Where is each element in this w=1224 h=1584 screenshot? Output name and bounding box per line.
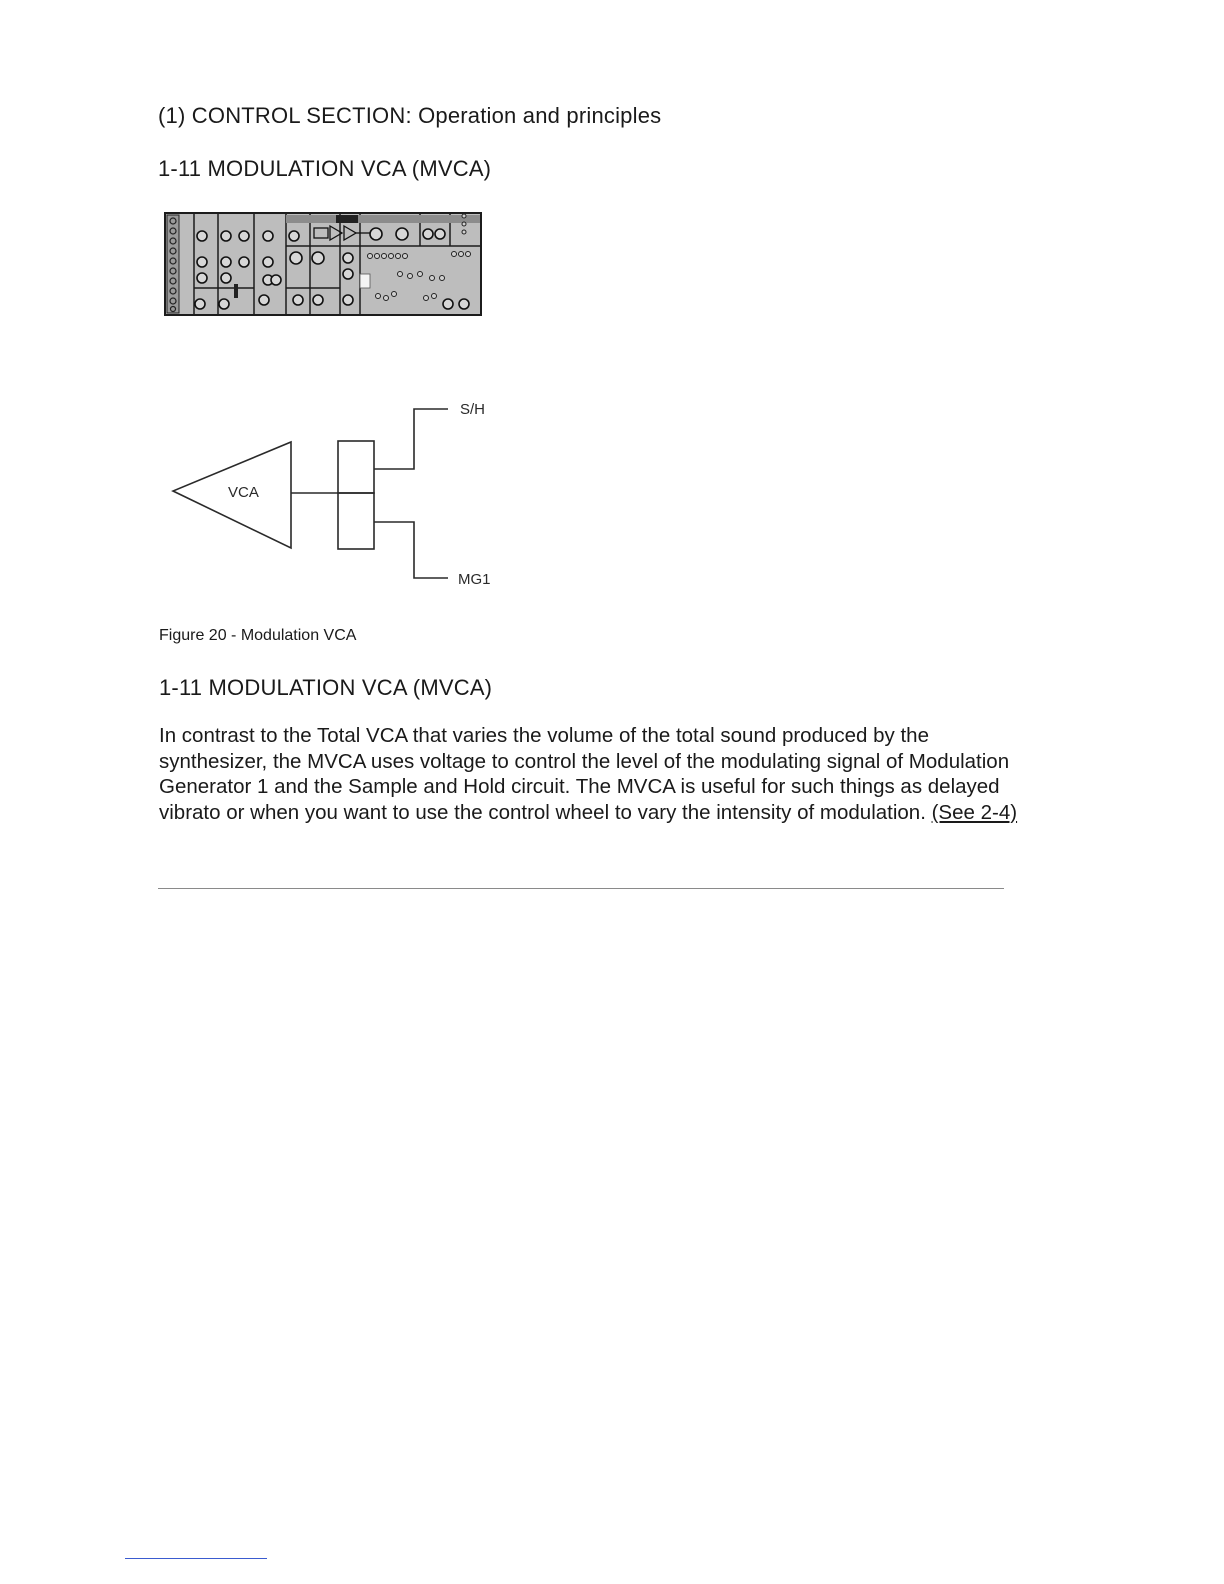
figure-caption: Figure 20 - Modulation VCA <box>159 627 357 644</box>
subheading-body: 1-11 MODULATION VCA (MVCA) <box>159 675 493 700</box>
synth-panel-image <box>164 212 482 316</box>
mvca-block-diagram <box>166 396 510 592</box>
wire-sh <box>374 409 448 469</box>
mg1-label: MG1 <box>458 571 491 588</box>
wire-mg1 <box>374 522 448 578</box>
input-box-bottom <box>338 493 374 549</box>
sh-label: S/H <box>460 401 486 418</box>
see-2-4-link[interactable]: (See 2-4) <box>931 800 1018 824</box>
body-text: In contrast to the Total VCA that varies the volume of the total sound produced by the synthesizer, the MVCA uses voltage to control the level of the modulating signal of Modulation Generator 1 and the Sample and Hold circuit. The MVCA is useful for such things as delayed vibrato or when you want to use the control wheel to vary the intensity of modulation. <box>159 724 1010 824</box>
body-paragraph <box>159 723 1029 825</box>
footnote-rule <box>125 1558 267 1559</box>
input-box-top <box>338 441 374 493</box>
section-divider <box>158 888 1004 889</box>
vca-label: VCA <box>228 484 259 501</box>
section-title: (1) CONTROL SECTION: Operation and principles <box>158 103 662 128</box>
subheading-top: 1-11 MODULATION VCA (MVCA) <box>158 156 492 181</box>
